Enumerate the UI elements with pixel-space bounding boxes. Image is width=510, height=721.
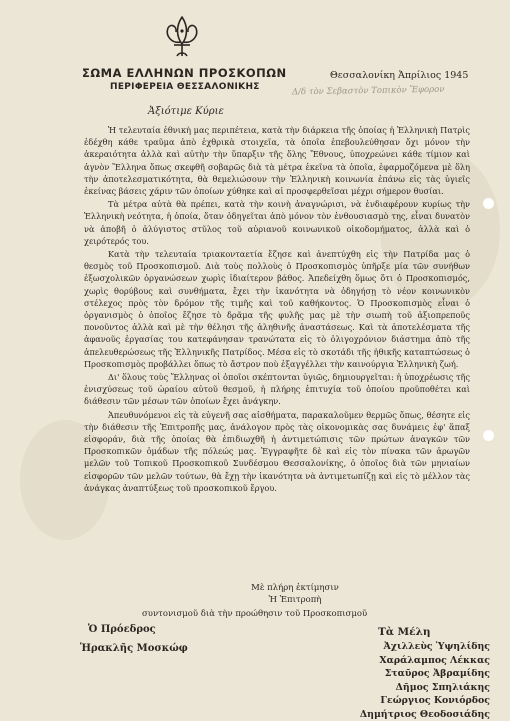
body-paragraph: Δι' ὅλους τοὺς Ἕλληνας οἱ ὁποῖοι σκέπτονται ὑγιῶς, δημιουργεῖται: ἡ ὑποχρέωσις τῆς ἐνισχύσεως τοῦ ὡραίου αὐτοῦ θεσμοῦ, ἡ πλήρης ἐπιτυχία τοῦ ὁποίου προϋποθέτει καὶ διάθεσιν τῶν μέσων τῶν ὁποίων ἔχει ἀνάγκην. (84, 372, 470, 407)
signoff-block (200, 582, 390, 606)
member-name: Σταῦρος Ἀβραμίδης (384, 668, 490, 680)
members-list (330, 640, 490, 721)
dateline: Θεσσαλονίκη Ἀπρίλιος 1945 (330, 70, 469, 81)
body-paragraph: Ἀπευθυνόμενοι εἰς τὰ εὐγενῆ σας αἰσθήματα, παρακαλοῦμεν θερμῶς ὅπως, θέσητε εἰς τὴν διάθεσιν τῆς Ἐπιτροπῆς μας, ἀνάλογον πρὸς τὰς οἰκονομικὰς σας δυνάμεις ἐφ' ἅπαξ εἰσφοράν, διὰ τῆς ὁποίας θὰ ἐπιδιωχθῆ ἡ ἀντιμετώπισις τῶν πρώτων ἀναγκῶν τῶν Προσκοπικῶν ὁμάδων τῆς πόλεώς μας. Ἐγγραφῆτε δὲ καὶ εἰς τὸν πίνακα τῶν ἀρωγῶν μελῶν τοῦ Τοπικοῦ Προσκοπικοῦ Συνδέσμου Θεσσαλονίκης, ὁ ὁποῖος διὰ τῶν μηνιαίων εἰσφορῶν τῶν μελῶν τούτων, θὰ ἔχῃ τὴν ἱκανότητα νὰ ἀντιμετωπίζῃ καὶ εἰς τὸ μέλλον τὰς ἀνάγκας ἀναπτύξεως τοῦ προσκοπικοῦ ἔργου. (84, 409, 470, 493)
scout-fleur-de-lis-icon (162, 14, 202, 62)
member-name: Γεώργιος Κονιόρδος (380, 695, 490, 707)
handwritten-addressee: Δ/δ τὸν Σεβαστὸν Τοπικὸν Ἔφορον (291, 84, 445, 98)
body-paragraph: Ἡ τελευταία ἐθνικὴ μας περιπέτεια, κατὰ τὴν διάρκεια τῆς ὁποίας ἡ Ἑλληνικὴ Πατρὶς ἐδέχθη κάθε τραῦμα ἀπὸ ἐχθρικὰ στοιχεῖα, τὰ ὁποῖα ἐπεβουλεύθησαν ὄχι μόνον τὴν ἀκεραιότητα ἀλλὰ καὶ αὐτὴν τὴν ὕπαρξιν τῆς ὅλης Ἔθνους, ὑποχρεώνει κάθε τίμιον καὶ ἁγνὸν Ἕλληνα ὅπως σκεφθῆ σοβαρῶς διὰ τὰ μέτρα ἐκεῖνα τὰ ὁποῖα, ἐφαρμοζόμενα μὲ ὅλη τὴν ἀποτελεσματικότητα, θὰ θεμελιώσουν τὴν Ἑλληνικὴ κοινωνία ἐπάνω εἰς τὰς ὑγιεῖς ἐκείνας βάσεις χάριν τῶν ὁποίων χύθηκε καὶ αἱ προσφερθεῖσαι μέχρι σήμερον θυσίαι. (84, 125, 470, 197)
organization-region: ΠΕΡΙΦΕΡΕΙΑ ΘΕΣΣΑΛΟΝΙΚΗΣ (110, 82, 260, 92)
president-name: Ἡρακλῆς Μοσκώφ (80, 643, 188, 654)
committee-line: Ἡ Ἐπιτροπὴ (268, 595, 322, 605)
organization-name: ΣΩΜΑ ΕΛΛΗΝΩΝ ΠΡΟΣΚΟΠΩΝ (82, 66, 287, 80)
member-name: Δημήτριος Θεοδοσιάδης (359, 708, 490, 720)
regards-line: Μὲ πλήρη ἐκτίμησιν (251, 583, 339, 593)
member-name: Δῆμος Σπηλιάκης (395, 681, 490, 693)
punch-hole (483, 430, 494, 441)
body-paragraph: Κατὰ τὴν τελευταία τριακονταετία ἔζησε καὶ ἀνεπτύχθη εἰς τὴν Πατρίδα μας ὁ θεσμὸς τοῦ Προσκοπισμοῦ. Διὰ τοὺς πολλοὺς ὁ Προσκοπισμὸς ὑπῆρξε μία τῶν συνήθων ἐξωσχολικῶν ὀργανώσεων χωρὶς ἰδιαίτερον βάθος. Ἀπεδείχθη ὅμως ὅτι ὁ Προσκοπισμός, χωρὶς θορύβους καὶ συνθήματα, ἔχει τὴν ἱκανότητα νὰ ὁδηγήσῃ τὸ νέον κοινωνικὸν στέλεχος πρὸς τὸν δρόμον τῆς τιμῆς καὶ τοῦ καθήκοντος. Ὁ Προσκοπισμὸς εἶναι ὁ ὀργανισμὸς ὁ ὁποῖος ἔζησε τὸ δρᾶμα τῆς φυλῆς μας μὲ τὴν σιωπὴ τοῦ ἀξιοπρεποῦς πονοῦντος ἀλλὰ καὶ μὲ τὴν θέλησι τῆς ἀληθινῆς ἀναστάσεως. Καὶ τὰ ἀποτελέσματα τῆς ἀφανοῦς ἐργασίας του κατεφάνησαν τρανώτατα εἰς τὸ ὀλιγοχρόνιον διάστημα ἀπὸ τῆς ἀπελευθερώσεως τῆς Ἑλληνικῆς Πατρίδος. Μέσα εἰς τὸ σκοτάδι τῆς ἠθικῆς καταπτώσεως ὁ Προσκοπισμὸς προβάλλει ὅπως τὸ ἄστρον ποὺ ἐξαγγέλλει τὴν καινούργια Ἑλληνικὴ ζωή. (84, 249, 470, 369)
member-name: Ἀχιλλεὺς Ὑψηλίδης (383, 641, 490, 652)
salutation: Ἀξιότιμε Κύριε (148, 106, 224, 117)
body-paragraph: Τὰ μέτρα αὐτὰ θὰ πρέπει, κατὰ τὴν κοινὴ ἀναγνώρισι, νὰ ἐνδιαφέρουν κυρίως τὴν Ἑλληνικὴ νεότητα, ἡ ὁποία, ὅταν ὁδηγεῖται ἀπὸ μόνον τὸν ἐνθουσιασμὸ της, εἶναι δυνατὸν νὰ ἀποβῆ ὁ ἀλύγιστος στῦλος τοῦ αὐριανοῦ κοινωνικοῦ οἰκοδομήματος, ἀλλὰ καὶ ὁ χειρότερός του. (84, 199, 470, 246)
committee-purpose-line: συντονισμοῦ διὰ τὴν προώθησιν τοῦ Προσκοπισμοῦ (142, 609, 368, 619)
members-title: Τὰ Μέλη (378, 626, 431, 638)
letter-body (84, 124, 470, 495)
member-name: Χαράλαμπος Λέκκας (379, 654, 490, 666)
president-title: Ὁ Πρόεδρος (88, 624, 156, 635)
punch-hole (483, 198, 494, 209)
